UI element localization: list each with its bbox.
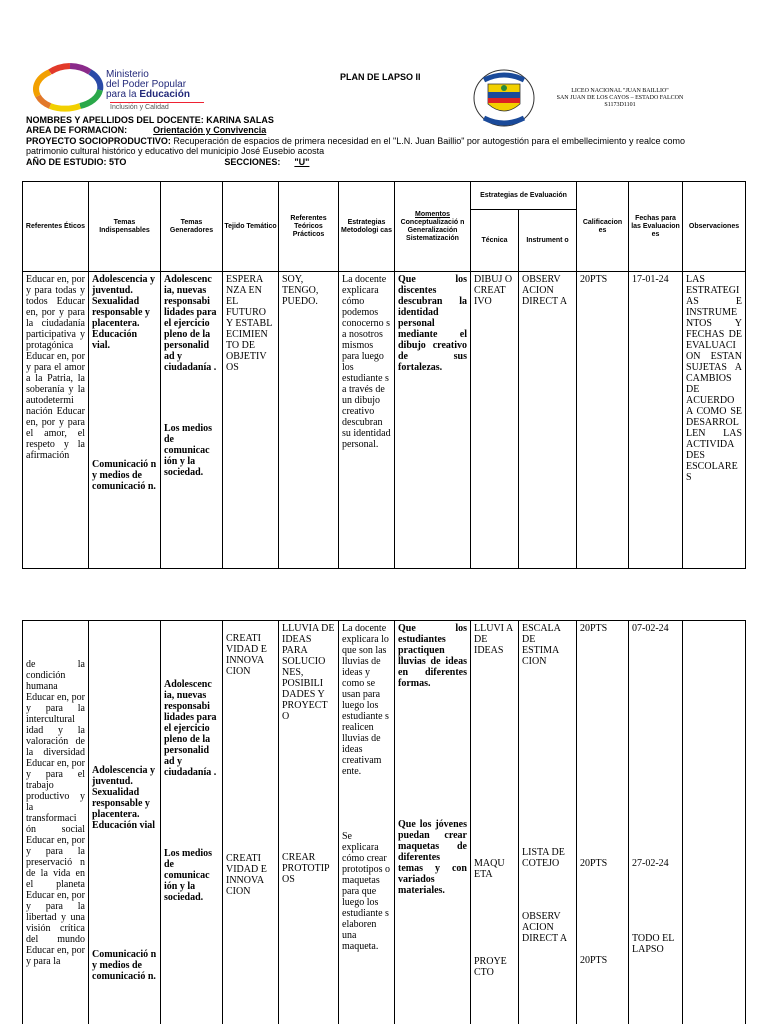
proyecto-line2: patrimonio cultural histórico y educativo del municipio José Eusebio acosta	[26, 146, 325, 156]
cell-tejido-tematico: CREATI VIDAD E INNOVA CION CREATI VIDAD E INNOVA CION	[223, 621, 279, 1024]
header-referentes-eticos: Referentes Éticos	[23, 182, 89, 272]
proyecto-line: PROYECTO SOCIOPRODUCTIVO: Recuperación de espacios de primera necesidad en el "L.N. Juan Baillio" por autogestión para el embellecimiento y realce como	[26, 136, 686, 146]
cell-calificacion: 20PTS	[577, 272, 629, 569]
header-estrategias-evaluacion: Estrategias de Evaluación	[471, 182, 577, 210]
plan-title: PLAN DE LAPSO II	[340, 72, 421, 82]
header-temas-generadores: Temas Generadores	[161, 182, 223, 272]
cell-momentos: Que los estudiantes practiquen lluvias de ideas en diferentes formas. Que los jóvenes puedan crear maquetas de diferentes temas y con variados materiales.	[395, 621, 471, 1024]
cell-referentes-teoricos: LLUVIA DE IDEAS PARA SOLUCIO NES, POSIBILI DADES Y PROYECT O CREAR PROTOTIP OS	[279, 621, 339, 1024]
cell-tecnica: LLUVI A DE IDEAS MAQU ETA PROYE CTO	[471, 621, 519, 1024]
header-fechas: Fechas para las Evaluacion es	[629, 182, 683, 272]
table-row	[23, 621, 746, 1024]
table-row	[23, 272, 746, 569]
plan-table-1	[22, 181, 746, 569]
cell-tejido-tematico: ESPERA NZA EN EL FUTURO Y ESTABL ECIMIEN TO DE OBJETIV OS	[223, 272, 279, 569]
header-observaciones: Observaciones	[683, 182, 746, 272]
liceo-code: S1173D1101	[604, 102, 636, 108]
cell-tecnica: DIBUJ O CREAT IVO	[471, 272, 519, 569]
cell-estrategias: La docente explicara lo que son las lluvias de ideas y como se usan para luego los estudiante s realicen lluvias de ideas creativam ente. Se explicara cómo crear prototipos o maquetas para que luego los estudiante s elaboren una maqueta.	[339, 621, 395, 1024]
cell-momentos: Que los discentes descubran la identidad personal mediante el dibujo creativo de sus fortalezas.	[395, 272, 471, 569]
cell-temas-generadores: Adolescenc ia, nuevas responsabi lidades para el ejercicio pleno de la personalid ad y ciudadanía . Los medios de comunicac ión y la sociedad.	[161, 272, 223, 569]
cell-temas-generadores: Adolescenc ia, nuevas responsabi lidades para el ejercicio pleno de la personalid ad y ciudadanía . Los medios de comunicac ión y la sociedad.	[161, 621, 223, 1024]
ministry-line3: para la Educación	[106, 89, 190, 100]
ministry-ring-logo-icon	[30, 62, 104, 112]
cell-referentes-eticos: de la condición humana Educar en, por y para la intercultural idad y la valoración de la diversidad Educar en, por y para el trabajo productivo y la transformaci ón social Educar en, por y para la preservació n de la vida en el planeta Educar en, por y para la libertad y una visión crítica del mundo Educar en, por y para la	[23, 621, 89, 1024]
cell-referentes-teoricos: SOY, TENGO, PUEDO.	[279, 272, 339, 569]
liceo-info	[535, 88, 705, 109]
cell-instrumento: OBSERV ACION DIRECT A	[519, 272, 577, 569]
header-referentes-teoricos: Referentes Teóricos Prácticos	[279, 182, 339, 272]
plan-table-2	[22, 620, 746, 1024]
cell-fecha: 07-02-24 27-02-24 TODO EL LAPSO	[629, 621, 683, 1024]
liceo-name: LICEO NACIONAL "JUAN BAILLIO"	[571, 88, 669, 94]
ministry-tagline: Inclusión y Calidad	[110, 102, 204, 111]
area-line: AREA DE FORMACION: Orientación y Convivencia	[26, 125, 267, 135]
ministry-line2: del Poder Popular	[106, 79, 187, 90]
header-estrategias-metodologicas: Estrategias Metodologi cas	[339, 182, 395, 272]
header-temas-indispensables: Temas Indispensables	[89, 182, 161, 272]
cell-observaciones	[683, 621, 746, 1024]
school-crest-emblem-icon	[472, 66, 536, 130]
header-tejido-tematico: Tejido Temático	[223, 182, 279, 272]
ministry-logo	[30, 62, 210, 112]
docente-line: NOMBRES Y APELLIDOS DEL DOCENTE: KARINA SALAS	[26, 115, 274, 125]
cell-fecha: 17-01-24	[629, 272, 683, 569]
cell-referentes-eticos: Educar en, por y para todas y todos Educar en, por y para la ciudadanía participativa y protagónica Educar en, por y para el amor a la Patria, la soberanía y la autodetermi nación Educar en, por y para el amor, el respeto y la afirmación	[23, 272, 89, 569]
cell-calificacion: 20PTS 20PTS 20PTS	[577, 621, 629, 1024]
liceo-location: SAN JUAN DE LOS CAYOS – ESTADO FALCON	[556, 95, 684, 101]
anio-line: AÑO DE ESTUDIO: 5TO SECCIONES: "U"	[26, 157, 310, 167]
header-momentos: Momentos Conceptualizació n Generalización Sistematización	[395, 182, 471, 272]
cell-temas-indispensables: Adolescencia y juventud. Sexualidad responsable y placentera. Educación vial Comunicació n y medios de comunicació n.	[89, 621, 161, 1024]
cell-instrumento: ESCALA DE ESTIMA CION LISTA DE COTEJO OBSERV ACION DIRECT A	[519, 621, 577, 1024]
cell-temas-indispensables: Adolescencia y juventud. Sexualidad responsable y placentera. Educación vial. Comunicació n y medios de comunicació n.	[89, 272, 161, 569]
cell-estrategias: La docente explicara cómo podemos conocerno s a nosotros mismos para luego los estudiante s a través de un dibujo creativo descubran su identidad personal.	[339, 272, 395, 569]
header-tecnica: Técnica	[471, 210, 519, 272]
cell-observaciones: LAS ESTRATEGI AS E INSTRUME NTOS Y FECHAS DE EVALUACI ON ESTAN SUJETAS A CAMBIOS DE ACUERDO A COMO SE DESARROL LEN LAS ACTIVIDA DES ESCOLARE S	[683, 272, 746, 569]
ministry-line1: Ministerio	[106, 69, 149, 80]
header-instrumento: Instrument o	[519, 210, 577, 272]
header-calificaciones: Calificacion es	[577, 182, 629, 272]
